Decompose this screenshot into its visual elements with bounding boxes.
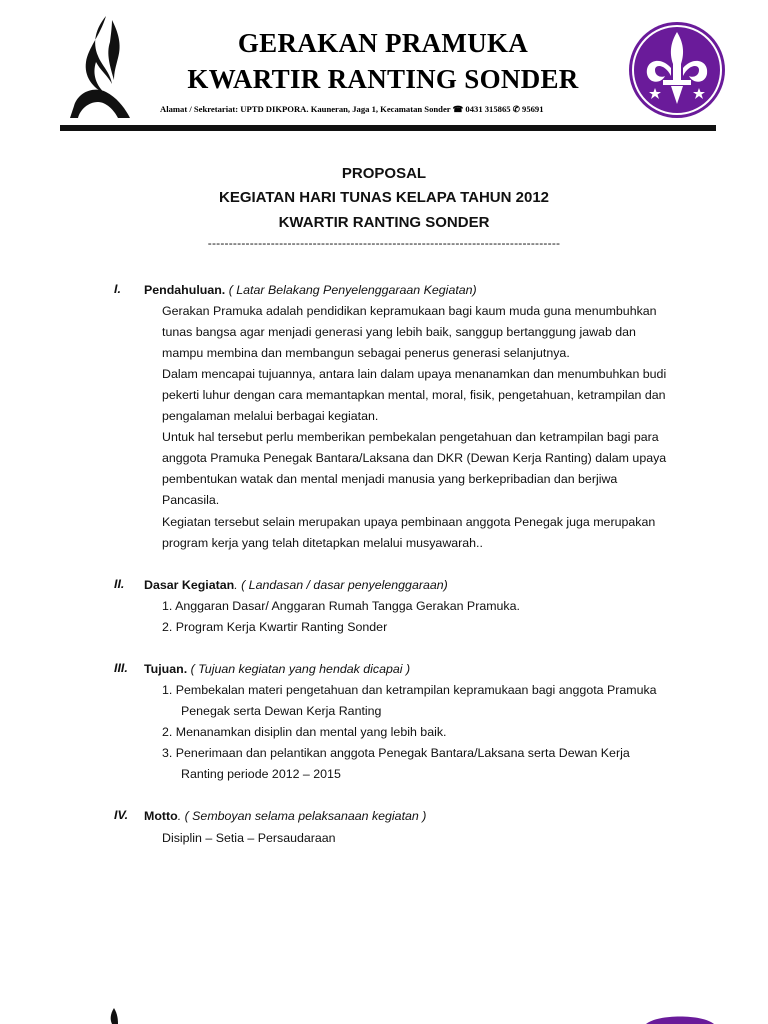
list-item: 1. Anggaran Dasar/ Anggaran Rumah Tangga Gerakan Pramuka. (162, 599, 520, 613)
paragraph-line: pekerti luhur dengan cara memantapkan mental, moral, fisik, pengetahuan, ketrampilan dan (162, 388, 666, 402)
section-note: ( Tujuan kegiatan yang hendak dicapai ) (187, 662, 411, 676)
tunas-kelapa-icon (66, 14, 136, 122)
doc-title-line2: KEGIATAN HARI TUNAS KELAPA TAHUN 2012 (218, 189, 550, 206)
paragraph-line: Untuk hal tersebut perlu memberikan pembekalan pengetahuan dan ketrampilan bagi para (162, 430, 659, 444)
motto-text: Disiplin – Setia – Persaudaraan (162, 831, 336, 845)
section-heading (144, 661, 410, 677)
paragraph-line: tunas bangsa agar menjadi generasi yang lebih baik, sanggup bertanggung jawab dan (162, 325, 636, 339)
letterhead-rule (60, 125, 716, 131)
paragraph-line: Kegiatan tersebut selain merupakan upaya pembinaan anggota Penegak juga merupakan (162, 515, 656, 529)
section-note: . ( Landasan / dasar penyelenggaraan) (234, 578, 448, 592)
paragraph-line: pengalaman melalui berbagai kegiatan. (162, 409, 379, 423)
section-numeral: I. (114, 282, 121, 296)
title-divider: ------------------------------------------------------------------------------------ (207, 236, 561, 250)
list-item: 2. Program Kerja Kwartir Ranting Sonder (162, 620, 388, 634)
paragraph-line: pembentukan watak dan mental menjadi manusia yang berkepribadian dan berjiwa (162, 472, 618, 486)
doc-title-line1: PROPOSAL (341, 165, 427, 182)
next-page-tunas-kelapa-icon (100, 1008, 130, 1024)
paragraph-line: program kerja yang telah ditetapkan melalui musyawarah.. (162, 536, 483, 550)
org-address: Alamat / Sekretariat: UPTD DIKPORA. Kauneran, Jaga 1, Kecamatan Sonder ☎ 0431 315865 ✆ 95691 (160, 104, 544, 114)
list-item: 1. Pembekalan materi pengetahuan dan ketrampilan kepramukaan bagi anggota Pramuka (162, 683, 657, 697)
paragraph-line: Gerakan Pramuka adalah pendidikan kepramukaan bagi kaum muda guna menumbuhkan (162, 304, 657, 318)
section-heading (144, 808, 426, 824)
section-title: Dasar Kegiatan (144, 578, 235, 592)
list-item-continuation: Ranting periode 2012 – 2015 (181, 767, 341, 781)
list-item-continuation: Penegak serta Dewan Kerja Ranting (181, 704, 382, 718)
doc-title-line3: KWARTIR RANTING SONDER (278, 214, 490, 231)
section-numeral: IV. (114, 808, 129, 822)
org-name-line1: GERAKAN PRAMUKA (237, 28, 529, 58)
scout-fleur-de-lis-icon (627, 20, 727, 120)
list-item: 2. Menanamkan disiplin dan mental yang lebih baik. (162, 725, 447, 739)
section-heading (144, 577, 448, 593)
list-item: 3. Penerimaan dan pelantikan anggota Penegak Bantara/Laksana serta Dewan Kerja (162, 746, 630, 760)
next-page-emblem-icon (640, 1012, 720, 1024)
section-title: Pendahuluan. (144, 283, 226, 297)
section-title: Tujuan. (144, 662, 188, 676)
section-note: ( Latar Belakang Penyelenggaraan Kegiatan) (225, 283, 477, 297)
section-numeral: III. (114, 661, 128, 675)
section-heading (144, 282, 477, 298)
paragraph-line: Pancasila. (162, 493, 220, 507)
paragraph-line: mampu membina dan membangun sebagai penerus generasi selanjutnya. (162, 346, 570, 360)
paragraph-line: Dalam mencapai tujuannya, antara lain dalam upaya menanamkan dan menumbuhkan budi (162, 367, 667, 381)
org-name-line2: KWARTIR RANTING SONDER (187, 64, 579, 94)
section-numeral: II. (114, 577, 125, 591)
section-title: Motto (144, 809, 178, 823)
section-note: . ( Semboyan selama pelaksanaan kegiatan ) (177, 809, 427, 823)
paragraph-line: anggota Pramuka Penegak Bantara/Laksana dan DKR (Dewan Kerja Ranting) dalam upaya (162, 451, 667, 465)
